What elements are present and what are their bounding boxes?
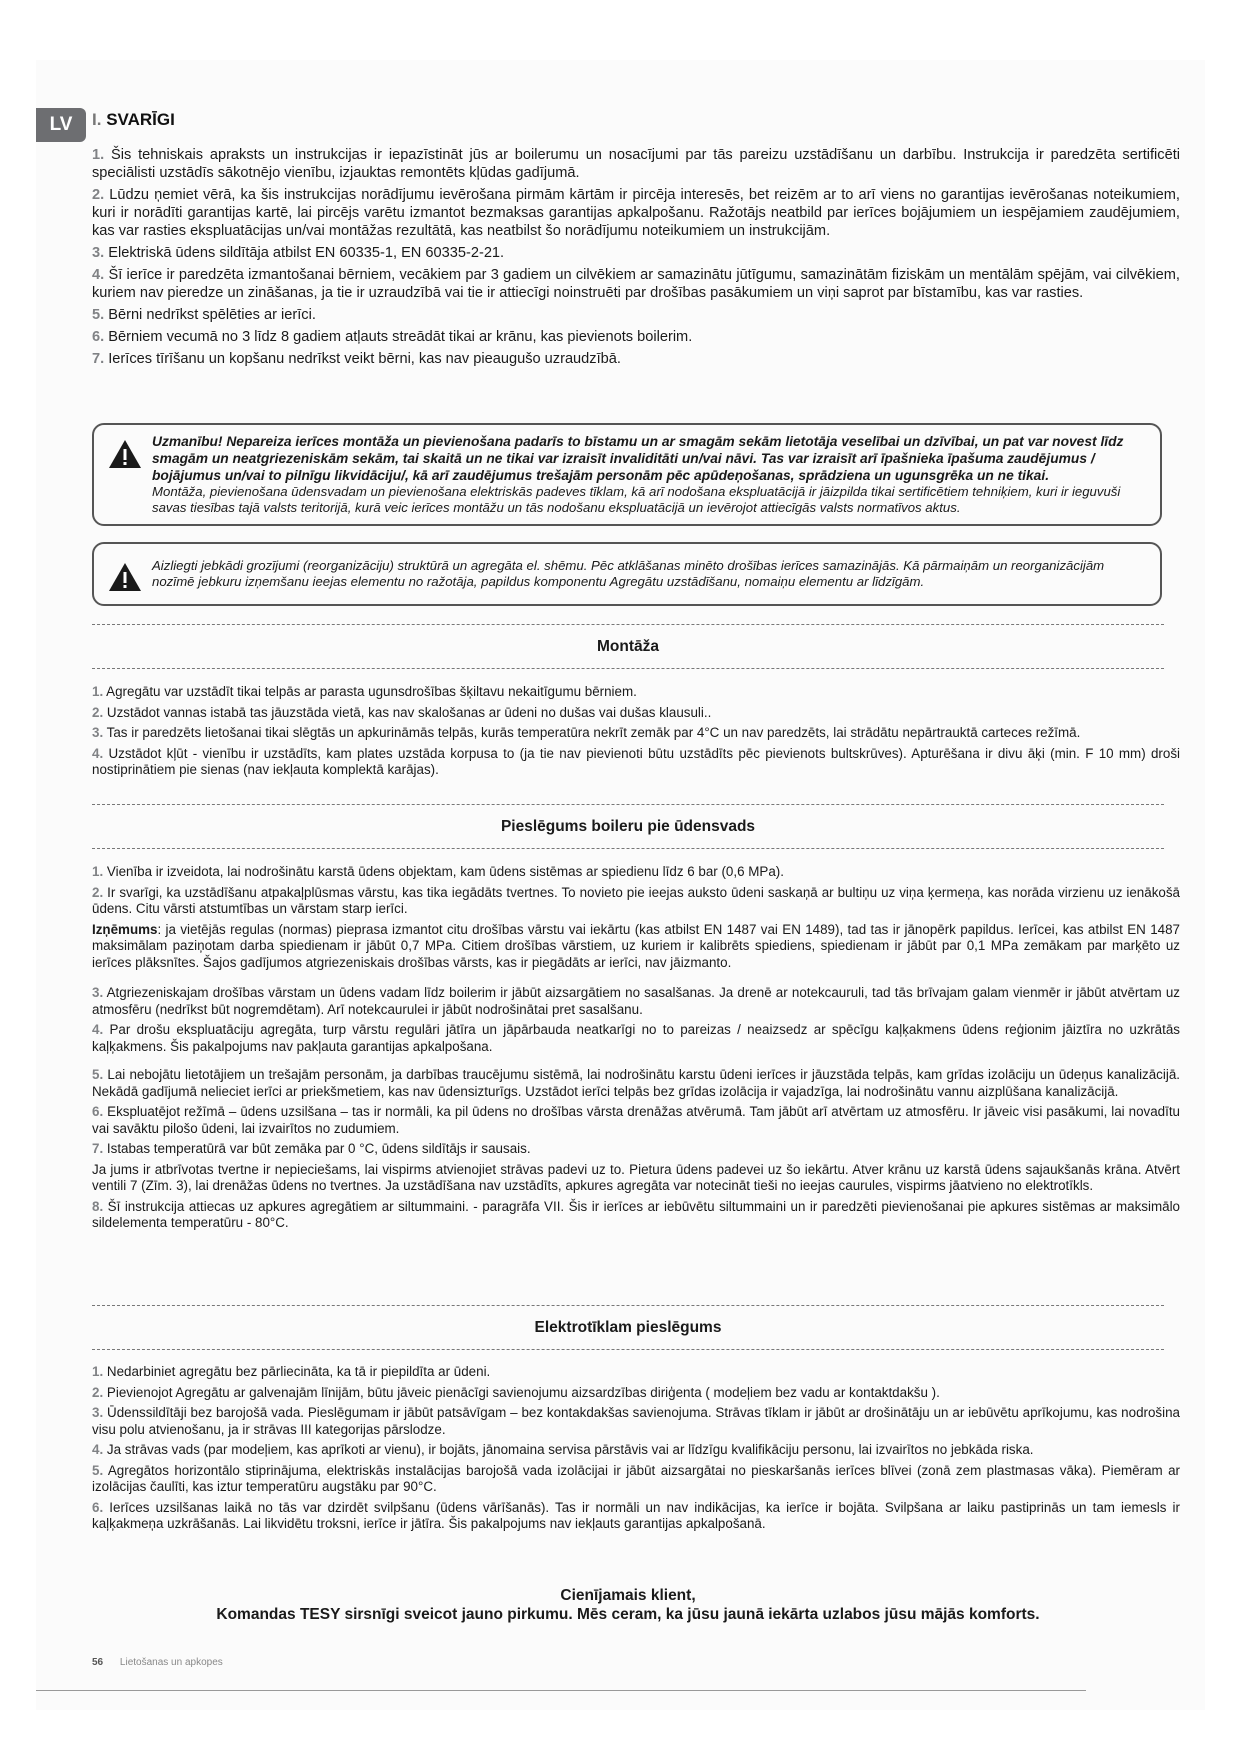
divider [92, 1349, 1164, 1350]
list-item: Ja jums ir atbrīvotas tvertne ir nepieciešams, lai vispirms atvienojiet strāvas padevi uz to. Pietura ūdens padevei uz šo iekārtu. Atver krānu uz karstā ūdens sajaukšanās krāna. Atvērt ventili 7 (Zīm. 3), lai drenāžas ūdens no tvertnes. Ja uzstādīšana nav uzstādīts, apkures agregāta var notecināt tieši no ieejas caurules, vispirms jāatvieno no elektrotīkls. [92, 1161, 1180, 1193]
page-number: 56 [92, 1657, 104, 1668]
list-item: 4. Par drošu ekspluatāciju agregāta, turp vārstu regulāri jātīra un jāpārbauda neatkarīgi no to pareizas / neaizsedz ar spēcīgu kaļķakmens ūdens reģionim jāiztīra no uzkrātās kaļķakmens. Šis pakalpojums nav pakļauta garantijas apkalpošana. [92, 1022, 1180, 1054]
list-item: 7. Ierīces tīrīšanu un kopšanu nedrīkst veikt bērni, kas nav pieaugušo uzraudzībā. [92, 351, 621, 367]
list-item: 4. Šī ierīce ir paredzēta izmantošanai bērniem, vecākiem par 3 gadiem un cilvēkiem ar samazinātu jūtīgumu, samazinātām fiziskām un mentālām spējām, vai cilvēkiem, kuriem nav pieredze un zināšanas, ja tie ir uzraudzībā vai tie ir attiecīgi noinstruēti par drošības pasākumiem un viņi saprot par bīstamību, kas var rasties. [92, 267, 1180, 301]
divider [92, 848, 1164, 849]
list-item: 5. Lai nebojātu lietotājiem un trešajām personām, ja darbības traucējumu sistēmā, lai nodrošinātu karstu ūdeni ierīces ir jāuzstāda telpās, kam grīdas izolāciju un ūdeņus kanalizācijā. Nekādā gadījumā nelieciet ierīci ar priekšmetiem, kas nav ūdensizturīgs. Uzstādot ierīci telpās bez grīdas izolācija ir vajadzīga, lai nodrošinātu vannu aizplūšana kanalizācijā. [92, 1067, 1180, 1099]
list-item: 1. Agregātu var uzstādīt tikai telpās ar parasta ugunsdrošības šķiltavu nekaitīgumu bērniem. [92, 684, 637, 699]
warning-box-danger [92, 423, 1162, 526]
closing-line-1: Cienījamais klient, [560, 1587, 696, 1604]
list-item: 2. Lūdzu ņemiet vērā, ka šis instrukcijas norādījumu ievērošana pirmām kārtām ir pircēja interesēs, bet reizēm ar to arī viens no garantijas ievērošanas noteikumiem, kuri ir norādīti garantijas kartē, lai pircējs varētu izmantot bezmaksas garantijas apkalpošanu. Ražotājs neatbild par ierīces bojājumiem un iespējamiem zaudējumiem, kas var rasties ekspluatācijas un/vai montāžas rezultātā, kas neatbilst šo norādījumu noteikumiem un instrukcijām. [92, 187, 1180, 239]
list-item: 6. Bērniem vecumā no 3 līdz 8 gadiem atļauts streādāt tikai ar krānu, kas pievienots boilerim. [92, 329, 693, 345]
divider [92, 1305, 1164, 1306]
heading-montaza: Montāža [597, 638, 659, 655]
closing-line-2: Komandas TESY sirsnīgi sveicot jauno pirkumu. Mēs ceram, ka jūsu jaunā iekārta uzlabos jūsu mājās komforts. [216, 1606, 1040, 1623]
list-item: 2. Ir svarīgi, ka uzstādīšanu atpakaļplūsmas vārstu, kas tika iegādāts tvertnes. To novieto pie ieejas auksto ūdeni saskaņā ar bultiņu uz viņa ķermeņa, kas norāda virzienu uz ienākošā ūdens. Citu vārsti atstumtības un vārstam starp ierīci. [92, 884, 1180, 916]
montaza-list [92, 684, 1180, 783]
list-item: 6. Ekspluatējot režīmā – ūdens uzsilšana – tas ir normāli, ka pil ūdens no drošības vārsta drenāžas atvērumā. Tam jābūt arī atvērtam uz atmosfēru. Ir jāveic visi pasākumi, lai novadītu vai savāktu pilošo ūdeni, lai izvairītos no zudumiem. [92, 1104, 1180, 1136]
list-item: 6. Ierīces uzsilšanas laikā no tās var dzirdēt svilpšanu (ūdens vārīšanās). Tas ir normāli un nav indikācijas, ka ierīce ir bojāta. Svilpšana ar laiku pastiprinās un tam iemesls ir kaļķakmeņa uzkrāšanās. Lai likvidētu troksni, ierīce ir jātīra. Šis pakalpojums nav iekļauts garantijas apkalpošanā. [92, 1499, 1180, 1531]
warning-box-modifications [92, 542, 1162, 606]
warning-text: Aizliegti jebkādi grozījumi (reorganizāciju) struktūrā un agregāta el. shēmu. Pēc atklāšanas minēto drošības ierīces samazinājās. Kā pārmaiņām un reorganizācijām nozīmē jebkuru izņemšanu ieejas elementu no ražotāja, papildus komponentu Agregātu uzstādīšanu, nomaiņu elementu ar līdzīgām. [152, 558, 1105, 589]
list-item: 1. Vienība ir izveidota, lai nodrošinātu karstā ūdens objektam, kam ūdens sistēmas ar spiedienu līdz 6 bar (0,6 MPa). [92, 864, 784, 879]
footer-label: Lietošanas un apkopes [119, 1657, 223, 1668]
section-title-text: SVARĪGI [106, 110, 175, 129]
list-item: 2. Pievienojot Agregātu ar galvenajām līnijām, būtu jāveic pienācīgi savienojumu aizsardzības diriģenta ( modeļiem bez vadu ar kontaktdakšu ). [92, 1384, 940, 1400]
language-tab: LV [36, 108, 86, 142]
bottom-rule [36, 1690, 1086, 1691]
list-item: 5. Bērni nedrīkst spēlēties ar ierīci. [92, 307, 316, 323]
heading-pieslegums: Pieslēgums boileru pie ūdensvads [500, 818, 756, 835]
page-footer [92, 1657, 223, 1668]
warning-icon [108, 562, 142, 592]
list-item: 3. Elektriskā ūdens sildītāja atbilst EN 60335-1, EN 60335-2-21. [92, 245, 505, 261]
list-item: 3. Tas ir paredzēts lietošanai tikai slēgtās un apkurināmās telpās, kurās temperatūra nekrīt zemāk par 4°C un nav paredzēts, lai strādātu nepārtrauktā carteces režīmā. [92, 725, 1081, 740]
list-item: 3. Ūdenssildītāji bez barojošā vada. Pieslēgumam ir jābūt patsāvīgam – bez kontakdakšas savienojuma. Strāvas tīklam ir jābūt ar drošinātāju un ar iebūvētu aprīkojumu, kas nodrošina visu polu atvienošanu, ja ir strāvas III kategorijas pārslodze. [92, 1405, 1180, 1437]
elektro-list [92, 1364, 1180, 1537]
section-title [92, 110, 175, 130]
list-item: 7. Istabas temperatūrā var būt zemāka par 0 °C, ūdens sildītājs ir sausais. [92, 1141, 531, 1156]
heading-elektro: Elektrotīklam pieslēgums [534, 1319, 722, 1336]
list-item: 8. Šī instrukcija attiecas uz apkures agregātiem ar siltummaini. - paragrāfa VII. Šis ir ierīces ar iebūvētu siltummaini un ir paredzēti pievienošanai pie apkures sistēmas ar maksimālo sildelementa temperatūru - 80°C. [92, 1198, 1180, 1230]
list-item: 1. Šis tehniskais apraksts un instrukcijas ir iepazīstināt jūs ar boilerumu un nosacījumi par tās pareizu uzstādīšanu un darbību. Instrukcija ir paredzēta sertificēti speciālisti uzstādīs sākotnējo vienību, izjauktas remontēts kļūdas gadījumā. [92, 147, 1180, 181]
list-item: 1. Nedarbiniet agregātu bez pārliecināta, ka tā ir piepildīta ar ūdeni. [92, 1364, 491, 1379]
list-item: 5. Agregātos horizontālo stiprinājuma, elektriskās instalācijas barojošā vada izolācijai ir jābūt aizsargātai no pieskaršanās ierīces blīvei (zonā zem plastmasas vāka). Piemēram ar izolācijas čaulīti, kas iztur temperatūru augstāku par 90°C. [92, 1462, 1180, 1494]
divider [92, 804, 1164, 805]
list-item: Izņēmums: ja vietējās regulas (normas) pieprasa izmantot citu drošības vārstu vai iekārtu (kas atbilst EN 1487 vai EN 1489), tad tas ir jānopērk papildus. Ierīcei, kas atbilst EN 1487 maksimālam paziņotam darba spiedienam ir jābūt 0,7 MPa. Citiem drošības vārstiem, uz kuriem ir kalibrēts spiediens, spiedienam ir jābūt par 0,1 MPa zemākam par marķēto uz ierīces plāksnītes. Šajos gadījumos atgriezeniskais drošības vārsts, kas ir piegādāts ar ierīci, nav jāizmanto. [92, 921, 1180, 970]
divider [92, 624, 1164, 625]
list-item: 2. Uzstādot vannas istabā tas jāuzstāda vietā, kas nav skalošanas ar ūdeni no dušas vai dušas klausuli.. [92, 704, 712, 720]
warning-text: Montāža, pievienošana ūdensvadam un pievienošana elektriskās padeves tīklam, kā arī nodošana ekspluatācijā ir jāizpilda tikai sertificētiem tehniķiem, kuri ir ieguvuši savas tiesības tajā valsts teritorijā, kurā veic ierīces montāžu un tās nodošanu ekspluatācijā un ievērojot attiecīgās valsts normatīvos aktus. [152, 484, 1121, 515]
section-number: I. [92, 110, 102, 129]
intro-list [92, 146, 1180, 372]
closing-greeting [92, 1586, 1164, 1624]
warning-icon [108, 439, 142, 469]
divider [92, 668, 1164, 669]
warning-bold-text: Uzmanību! Nepareiza ierīces montāža un pievienošana padarīs to bīstamu un ar smagām sekām lietotāja veselībai un dzīvībai, un pat var novest līdz smagām un neatgriezeniskām sekām, tai skaitā un ne tikai var izraisīt invaliditāti un/vai nāvi. Tas var izraisīt arī īpašnieka īpašuma zaudējumus / bojājumus un/vai to pilnīgu likvidāciju/, kā arī zaudējumus trešajām personām pēc apūdeņošanas, sprādziena un ugunsgrēka un ne tikai. [152, 434, 1124, 483]
list-item: 4. Uzstādot kļūt - vienību ir uzstādīts, kam plates uzstāda korpusa to (ja tie nav pievienoti būtu uzstādīts pēc pievienots bultskrūves). Apturēšana ir divu āķi (min. F 10 mm) droši nostiprinātiem pie sienas (nav iekļauta komplektā karājas). [92, 745, 1180, 777]
pieslegums-list [92, 864, 1180, 1236]
list-item: 4. Ja strāvas vads (par modeļiem, kas aprīkoti ar vienu), ir bojāts, jānomaina servisa pārstāvis vai ar līdzīgu kvalifikāciju personu, lai izvairītos no jebkāda riska. [92, 1442, 1034, 1457]
list-item: 3. Atgriezeniskajam drošības vārstam un ūdens vadam līdz boilerim ir jābūt aizsargātiem no sasalšanas. Ja drenē ar notekcauruli, tad tās brīvajam galam vienmēr ir jābūt atvērtam uz atmosfēru (nedrīkst būt nogremdētam). Arī notekcaurulei ir jābūt nodrošinātai pret sasalšanu. [92, 985, 1180, 1017]
